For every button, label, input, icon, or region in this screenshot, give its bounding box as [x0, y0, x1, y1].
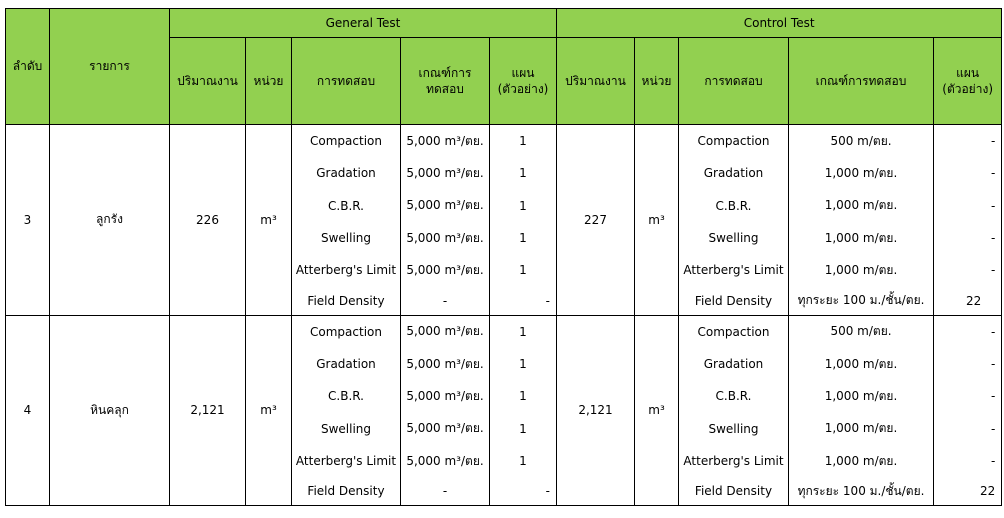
general-plan-entry: - — [545, 484, 550, 499]
general-plan — [490, 315, 557, 506]
general-plan-entry: 1 — [519, 357, 527, 372]
header-plan-line2: (ตัวอย่าง) — [942, 82, 993, 96]
control-plan-entry: - — [990, 263, 996, 278]
control-criteria-entry: 1,000 m/ตย. — [824, 165, 898, 180]
general-criteria-entry: 5,000 m³/ตย. — [406, 165, 484, 180]
header-criteria-line2: ทดสอบ — [426, 82, 464, 96]
general-criteria-entry: - — [442, 484, 448, 499]
control-criteria-entry: 500 m/ตย. — [830, 133, 892, 148]
control-plan-entry: - — [990, 357, 996, 372]
general-qty: 226 — [170, 125, 246, 316]
general-unit — [246, 315, 292, 506]
header-control-plan — [934, 38, 1002, 125]
general-tests-entry: Gradation — [316, 357, 376, 372]
general-criteria-entry: 5,000 m³/ตย. — [406, 230, 484, 245]
control-qty: 227 — [557, 125, 635, 316]
control-plan-entry: - — [990, 324, 996, 339]
header-general-test-name: การทดสอบ — [292, 38, 401, 125]
header-seq: ลำดับ — [6, 9, 50, 125]
header-general-qty: ปริมาณงาน — [170, 38, 246, 125]
general-plan-entry: - — [545, 293, 550, 308]
control-criteria-entry: 1,000 m/ตย. — [824, 262, 898, 277]
control-tests-entry: Gradation — [703, 166, 764, 181]
general-plan-entry: 1 — [519, 324, 527, 339]
general-tests-entry: Atterberg's Limit — [295, 263, 397, 278]
general-unit — [246, 125, 292, 316]
control-tests-entry: C.B.R. — [715, 389, 752, 404]
header-control-test: Control Test — [557, 9, 1002, 38]
general-plan-entry: 1 — [519, 134, 527, 149]
header-general-test: General Test — [170, 9, 557, 38]
header-control-qty: ปริมาณงาน — [557, 38, 635, 125]
header-plan-line1: แผน — [511, 65, 535, 80]
general-plan-entry: 1 — [519, 166, 527, 181]
header-control-criteria: เกณฑ์การทดสอบ — [789, 38, 934, 125]
general-tests-entry: Field Density — [307, 484, 385, 499]
control-unit — [635, 315, 679, 506]
control-plan-entry: - — [990, 166, 996, 181]
general-criteria-entry: 5,000 m³/ตย. — [406, 453, 484, 468]
general-tests-entry: Compaction — [310, 324, 382, 339]
control-qty: 2,121 — [557, 315, 635, 506]
control-tests-entry: Swelling — [708, 421, 759, 436]
header-criteria-line1: เกณฑ์การ — [418, 65, 472, 80]
unit-text: m³ — [260, 403, 277, 418]
general-criteria — [401, 125, 490, 316]
header-general-plan — [490, 38, 557, 125]
control-tests-entry: Field Density — [694, 484, 773, 499]
control-criteria — [789, 315, 934, 506]
general-tests-entry: Atterberg's Limit — [295, 454, 397, 469]
general-plan — [490, 125, 557, 316]
general-tests-entry: Compaction — [310, 134, 382, 149]
control-tests-entry: Gradation — [703, 357, 764, 372]
header-general-unit: หน่วย — [246, 38, 292, 125]
general-tests-entry: C.B.R. — [328, 198, 364, 213]
unit-text: m³ — [648, 212, 665, 227]
general-tests — [292, 315, 401, 506]
control-criteria — [789, 125, 934, 316]
general-criteria-entry: 5,000 m³/ตย. — [406, 133, 484, 148]
general-criteria-entry: 5,000 m³/ตย. — [406, 388, 484, 403]
control-criteria-entry: 1,000 m/ตย. — [824, 453, 898, 468]
general-criteria-entry: 5,000 m³/ตย. — [406, 356, 484, 371]
general-plan-entry: 1 — [519, 263, 527, 278]
control-plan-entry: - — [990, 198, 996, 213]
control-criteria-entry: ทุกระยะ 100 ม./ชั้น/ตย. — [797, 293, 925, 308]
general-plan-entry: 1 — [519, 454, 527, 469]
header-general-criteria — [401, 38, 490, 125]
control-plan-entry: 22 — [980, 484, 996, 499]
general-plan-entry: 1 — [519, 231, 527, 246]
general-tests-entry: C.B.R. — [328, 389, 364, 404]
header-control-unit: หน่วย — [635, 38, 679, 125]
control-criteria-entry: 500 m/ตย. — [830, 324, 892, 339]
general-plan-entry: 1 — [519, 421, 527, 436]
control-criteria-entry: 1,000 m/ตย. — [824, 421, 898, 436]
general-plan-entry: 1 — [519, 389, 527, 404]
control-criteria-entry: 1,000 m/ตย. — [824, 198, 898, 213]
header-control-test-name: การทดสอบ — [679, 38, 789, 125]
row-seq: 4 — [6, 315, 50, 506]
control-criteria-entry: ทุกระยะ 100 ม./ชั้น/ตย. — [797, 483, 925, 498]
row-item: ลูกรัง — [50, 125, 170, 316]
unit-text: m³ — [260, 212, 277, 227]
general-criteria-entry: 5,000 m³/ตย. — [406, 421, 484, 436]
general-criteria-entry: - — [442, 293, 448, 308]
control-tests-entry: Atterberg's Limit — [683, 263, 784, 278]
control-tests-entry: Compaction — [697, 134, 770, 149]
general-criteria-entry: 5,000 m³/ตย. — [406, 262, 484, 277]
general-criteria-entry: 5,000 m³/ตย. — [406, 198, 484, 213]
general-tests-entry: Swelling — [320, 231, 372, 246]
general-tests-entry: Field Density — [307, 293, 385, 308]
control-tests-entry: Compaction — [697, 324, 770, 339]
control-unit — [635, 125, 679, 316]
control-tests — [679, 315, 789, 506]
control-plan — [934, 315, 1002, 506]
table-row — [6, 125, 1002, 316]
control-criteria-entry: 1,000 m/ตย. — [824, 356, 898, 371]
general-tests — [292, 125, 401, 316]
control-tests-entry: Swelling — [708, 231, 759, 246]
general-criteria-entry: 5,000 m³/ตย. — [406, 324, 484, 339]
table-row — [6, 315, 1002, 506]
header-item: รายการ — [50, 9, 170, 125]
control-plan — [934, 125, 1002, 316]
row-item: หินคลุก — [50, 315, 170, 506]
unit-text: m³ — [648, 403, 665, 418]
control-tests-entry: Atterberg's Limit — [683, 454, 784, 469]
control-tests — [679, 125, 789, 316]
control-plan-entry: - — [990, 421, 996, 436]
control-plan-entry: 22 — [966, 293, 982, 308]
control-plan-entry: - — [990, 389, 996, 404]
general-tests-entry: Swelling — [320, 421, 372, 436]
control-tests-entry: C.B.R. — [715, 198, 752, 213]
control-criteria-entry: 1,000 m/ตย. — [824, 230, 898, 245]
control-plan-entry: - — [990, 134, 996, 149]
control-plan-entry: - — [990, 231, 996, 246]
general-qty: 2,121 — [170, 315, 246, 506]
general-tests-entry: Gradation — [316, 166, 376, 181]
general-plan-entry: 1 — [519, 198, 527, 213]
header-plan-line1: แผน — [956, 65, 980, 80]
general-criteria — [401, 315, 490, 506]
control-plan-entry: - — [990, 454, 996, 469]
row-seq: 3 — [6, 125, 50, 316]
table-body — [6, 125, 1002, 506]
test-plan-table — [5, 8, 1002, 506]
header-plan-line2: (ตัวอย่าง) — [497, 82, 549, 96]
control-criteria-entry: 1,000 m/ตย. — [824, 388, 898, 403]
control-tests-entry: Field Density — [694, 293, 773, 308]
